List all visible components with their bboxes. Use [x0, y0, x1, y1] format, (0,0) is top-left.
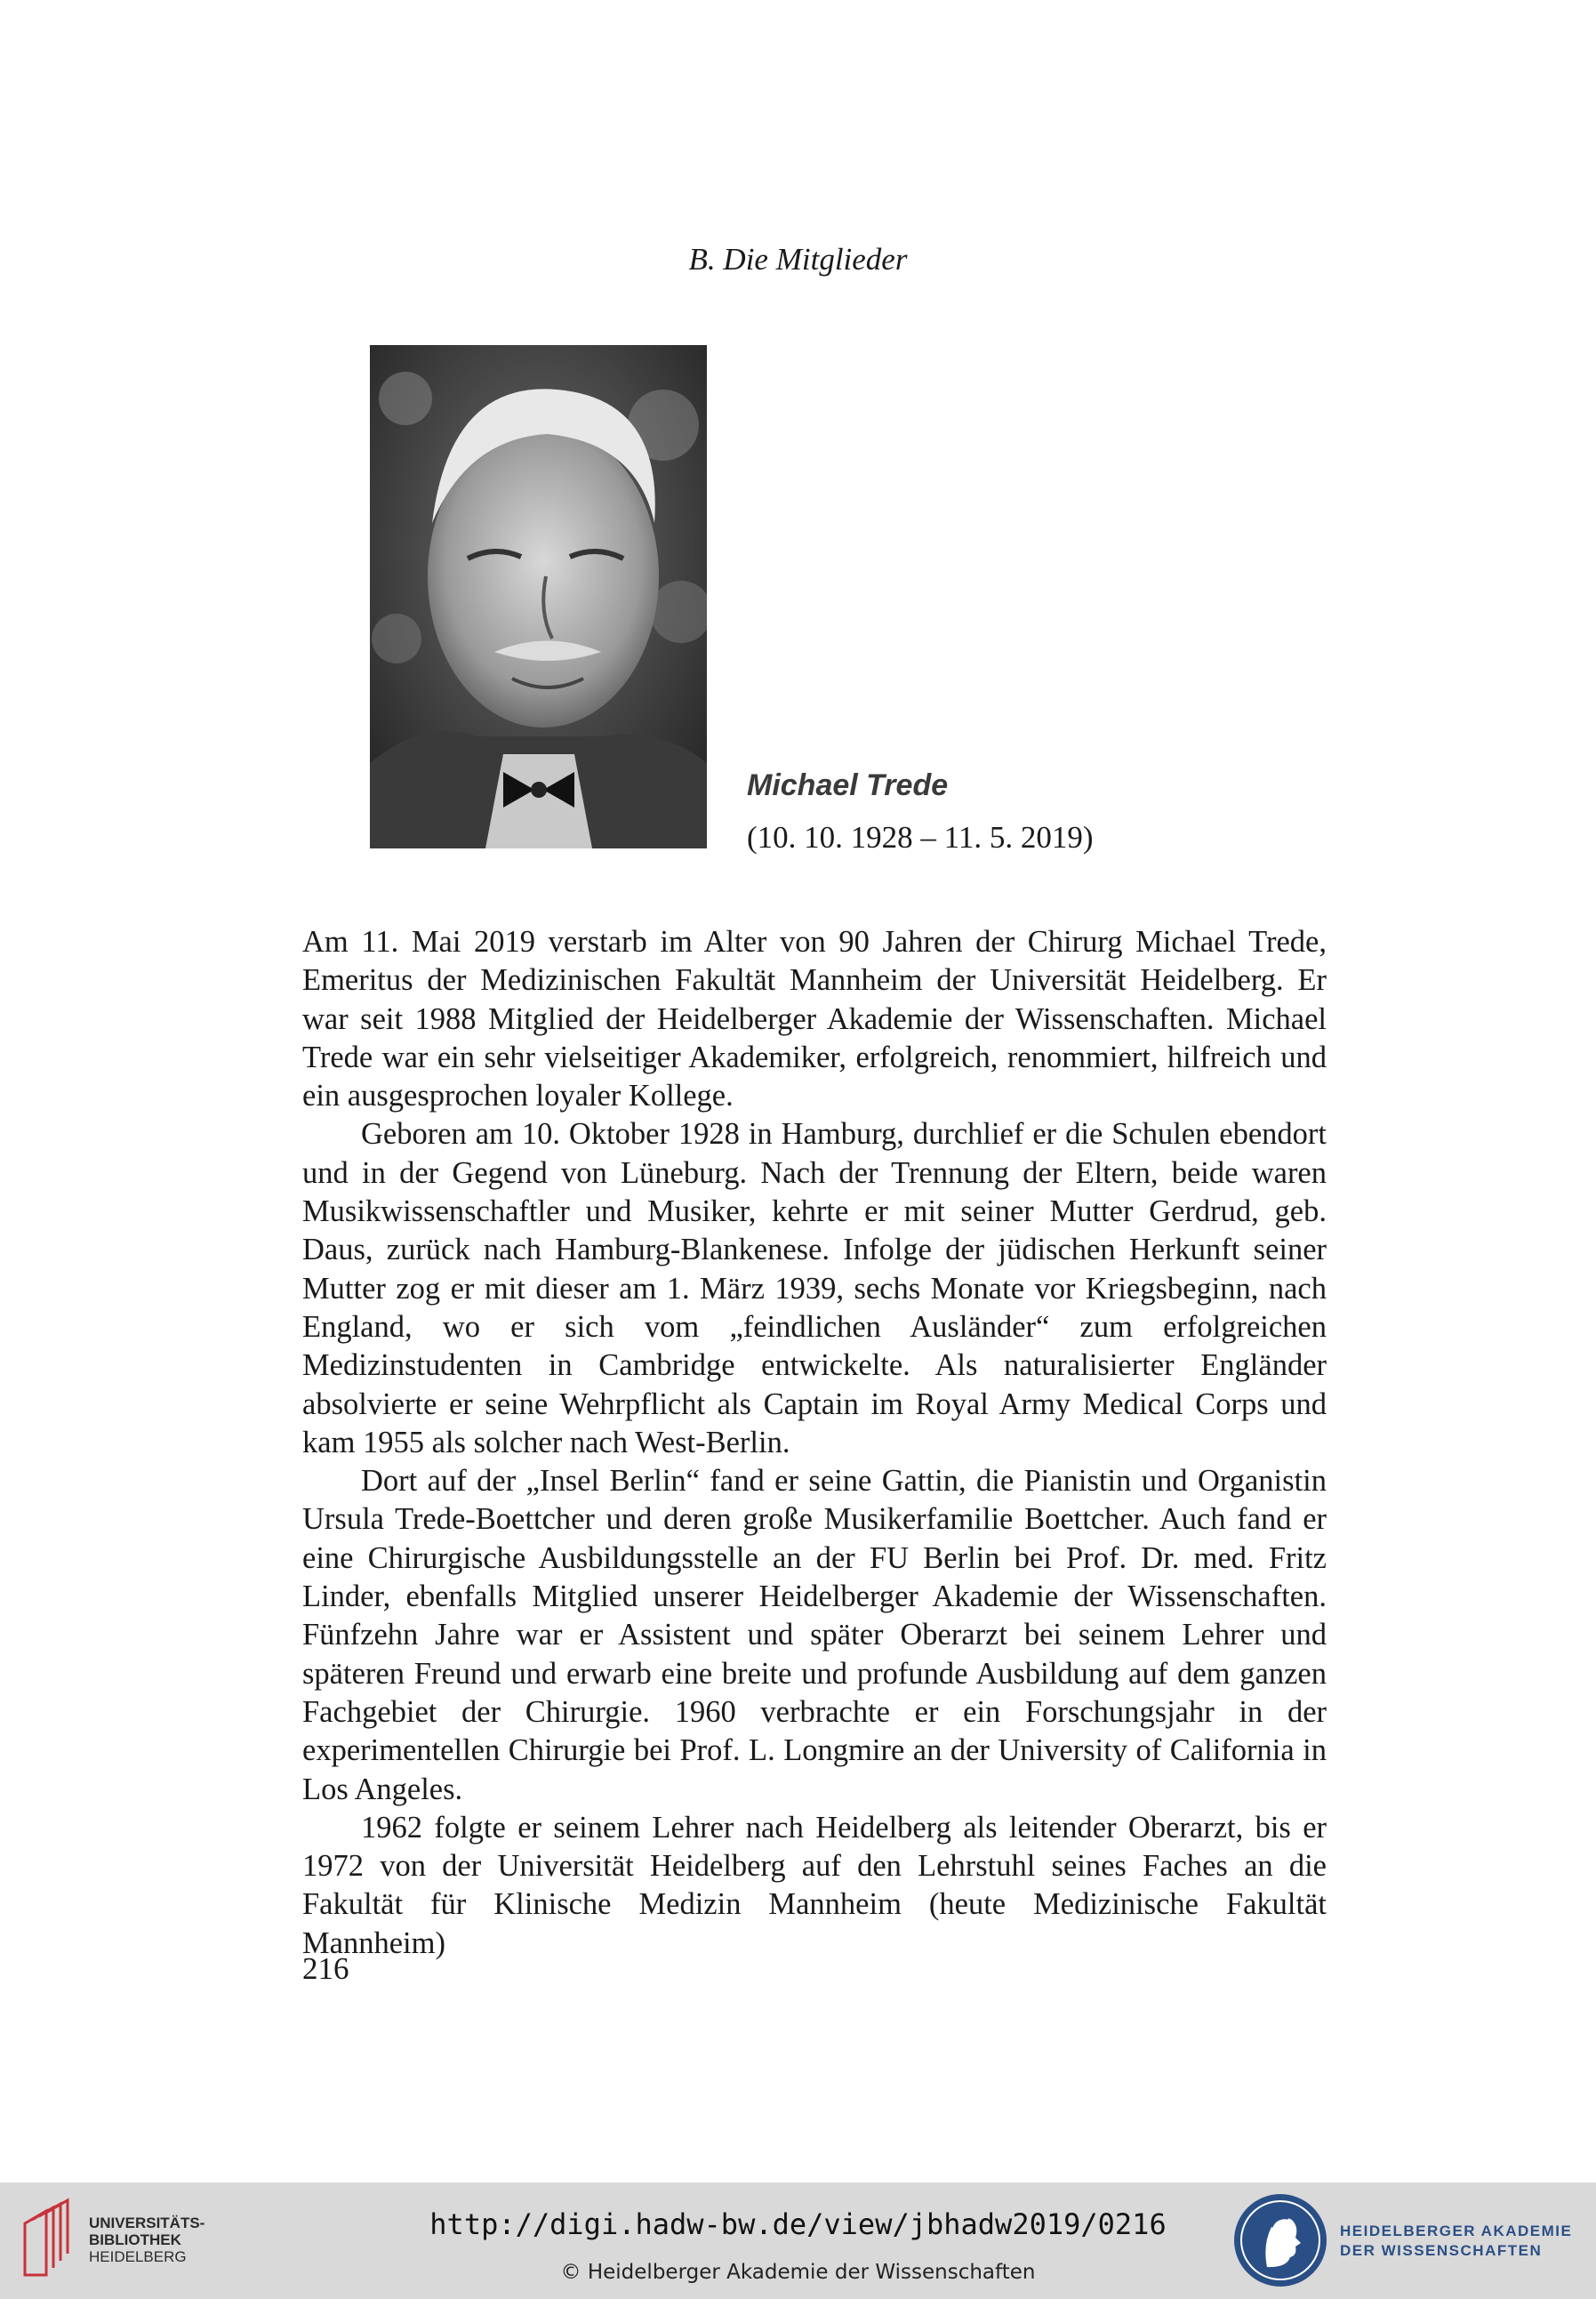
portrait-photo	[370, 345, 707, 848]
running-head: B. Die Mitglieder	[688, 242, 908, 277]
paragraph: 1962 folgte er seinem Lehrer nach Heidelberg als leitender Oberarzt, bis er 1972 von der Universität Heidelberg auf den Lehrstuhl seines Faches an die Fakultät für Klinische Medizin Mannheim (heute Medizinische Fakultät Mannheim)	[302, 1810, 1327, 1960]
hadw-emblem-icon	[1231, 2191, 1329, 2289]
paragraph: Am 11. Mai 2019 verstarb im Alter von 90 Jahren der Chirurg Michael Trede, Emeritus der Medizinischen Fakultät Mannheim der Universität Heidelberg. Er war seit 1988 Mitglied der Heidelberger Akademie der Wissenschaften. Michael Trede war ein sehr vielseitiger Akademiker, erfolgreich, renommiert, hilfreich und ein ausgesprochen loyaler Kollege.	[302, 925, 1327, 1113]
hadw-wordmark	[1340, 2222, 1572, 2261]
member-dates: (10. 10. 1928 – 11. 5. 2019)	[747, 820, 1094, 855]
page-number: 216	[302, 1951, 349, 1986]
ub-line-3: HEIDELBERG	[89, 2248, 187, 2265]
hadw-line-2: DER WISSENSCHAFTEN	[1340, 2242, 1543, 2259]
hadw-line-1: HEIDELBERGER AKADEMIE	[1340, 2223, 1573, 2239]
portrait-photo-icon	[370, 345, 707, 848]
obituary-text	[302, 923, 1327, 1963]
permalink-url[interactable]: http://digi.hadw-bw.de/view/jbhadw2019/0216	[429, 2207, 1167, 2241]
ub-line-2: BIBLIOTHEK	[89, 2231, 181, 2248]
copyright-notice: © Heidelberger Akademie der Wissenschaften	[560, 2261, 1036, 2284]
paragraph: Geboren am 10. Oktober 1928 in Hamburg, durchlief er die Schulen ebendort und in der Gegend von Lüneburg. Nach der Trennung der Eltern, beide waren Musikwissenschaftler und Musiker, kehrte er mit seiner Mutter Gerdrud, geb. Daus, zurück nach Hamburg-Blankenese. Infolge der jüdischen Herkunft seiner Mutter zog er mit dieser am 1. März 1939, sechs Monate vor Kriegsbeginn, nach England, wo er sich vom „feindlichen Ausländer“ zum erfolgreichen Medizinstudenten in Cambridge entwickelte. Als naturalisierter Engländer absolvierte er seine Wehrpflicht als Captain im Royal Army Medical Corps und kam 1955 als solcher nach West-Berlin.	[302, 1117, 1327, 1459]
paragraph: Dort auf der „Insel Berlin“ fand er seine Gattin, die Pianistin und Organistin Ursula Trede-Boettcher und deren große Musikerfamilie Boettcher. Auch fand er eine Chirurgische Ausbildungsstelle an der FU Berlin bei Prof. Dr. med. Fritz Linder, ebenfalls Mitglied unserer Heidelberger Akademie der Wissenschaften. Fünfzehn Jahre war er Assistent und später Oberarzt bei seinem Lehrer und späteren Freund und erwarb eine breite und profunde Ausbildung auf dem ganzen Fachgebiet der Chirurgie. 1960 verbrachte er ein Forschungsjahr in der experimentellen Chirurgie bei Prof. L. Longmire an der University of California in Los Angeles.	[302, 1464, 1327, 1806]
ub-line-1: UNIVERSITÄTS-	[89, 2215, 205, 2231]
member-name: Michael Trede	[747, 768, 949, 802]
footer-bar	[0, 2182, 1596, 2299]
